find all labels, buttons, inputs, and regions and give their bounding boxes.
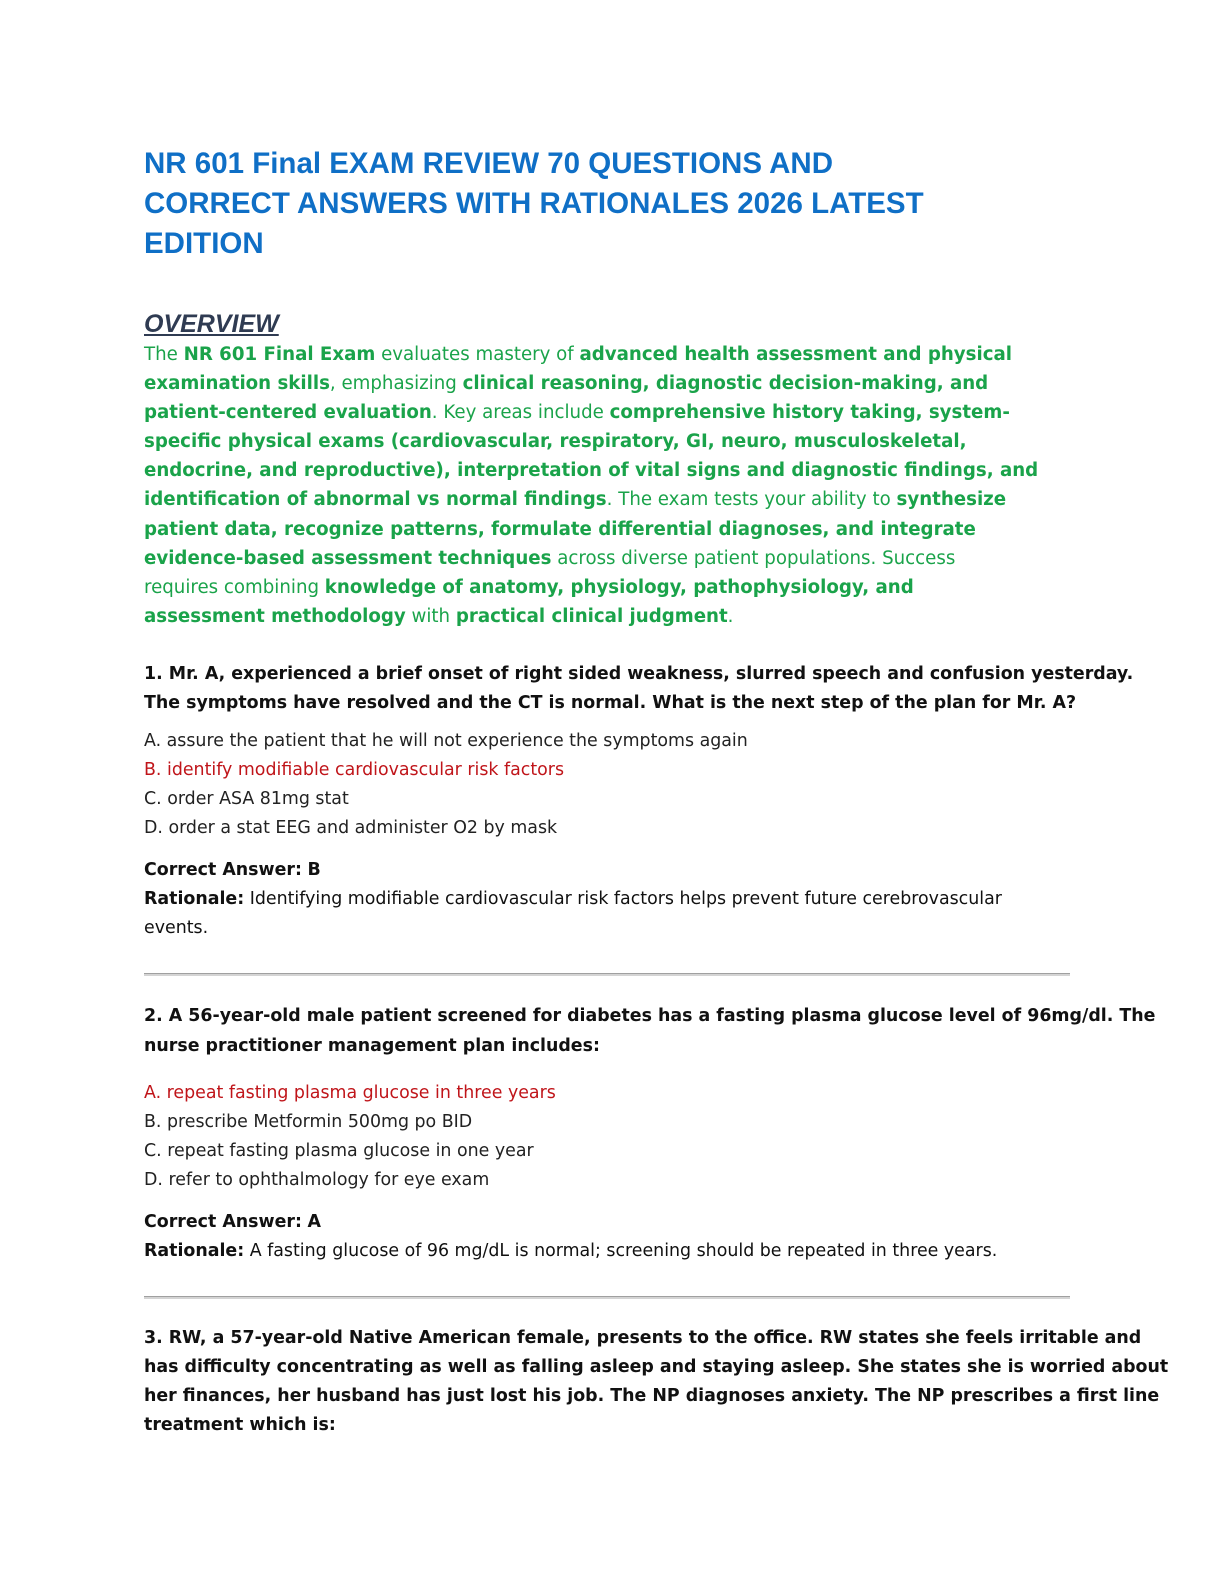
overview-emphasis: specific physical exams (cardiovascular, respiratory, GI, neuro, musculoskeletal, [144, 431, 967, 453]
overview-line [144, 340, 1074, 369]
overview-line [144, 485, 1074, 514]
overview-paragraph [144, 340, 1074, 631]
overview-emphasis: endocrine, and reproductive), interpretation of vital signs and diagnostic findings, and [144, 460, 1039, 482]
overview-text-run: The [144, 344, 184, 365]
rationale [144, 885, 1074, 943]
overview-line [144, 573, 1074, 602]
correct-answer-label: Correct Answer: [144, 860, 302, 881]
overview-text-run: requires combining [144, 576, 325, 598]
overview-emphasis: assessment methodology [144, 605, 406, 627]
overview-text-run: , emphasizing [329, 373, 463, 395]
overview-text-run: . The exam tests your ability to [606, 489, 897, 511]
correct-answer-value: B [307, 860, 321, 881]
rationale-label: Rationale: [144, 1240, 245, 1261]
overview-emphasis: advanced health assessment and physical [579, 344, 1012, 365]
overview-text-run: with [405, 605, 456, 627]
overview-emphasis: NR 601 Final Exam [183, 344, 376, 365]
question-stem-line: The symptoms have resolved and the CT is normal. What is the next step of the plan for Mr. A? [144, 693, 1077, 714]
rationale-text: events. [144, 918, 209, 939]
overview-emphasis: comprehensive history taking, system- [609, 402, 1010, 424]
overview-emphasis: clinical reasoning, diagnostic decision-making, and [462, 373, 989, 395]
question-stem-line: 2. A 56-year-old male patient screened for diabetes has a fasting plasma glucose level of 96mg/dl. The [144, 1006, 1156, 1027]
option-d: D. order a stat EEG and administer O2 by mask [144, 818, 558, 839]
option-a-correct: A. repeat fasting plasma glucose in three years [144, 1082, 556, 1103]
overview-emphasis: practical clinical judgment [455, 605, 728, 627]
overview-text-run: . [727, 605, 734, 627]
overview-emphasis: synthesize [896, 489, 1007, 511]
document-title [144, 144, 1074, 264]
overview-line [144, 602, 1074, 631]
option-b-correct: B. identify modifiable cardiovascular risk factors [144, 760, 565, 781]
rationale-text: A fasting glucose of 96 mg/dL is normal; screening should be repeated in three years. [249, 1240, 998, 1261]
overview-text-run: . Key areas include [431, 402, 610, 424]
question-3 [144, 1324, 1169, 1441]
overview-emphasis: identification of abnormal vs normal findings [144, 489, 607, 511]
page-content [144, 144, 1169, 1441]
correct-answer [144, 1208, 1074, 1237]
option-a: A. assure the patient that he will not experience the symptoms again [144, 731, 748, 752]
option-c: C. order ASA 81mg stat [144, 789, 349, 810]
overview-line [144, 456, 1074, 485]
section-divider [144, 1296, 1070, 1299]
overview-heading: OVERVIEW [144, 310, 279, 338]
overview-line [144, 515, 1074, 544]
overview-emphasis: patient data, recognize patterns, formulate differential diagnoses, and integrate [144, 518, 976, 540]
correct-answer-value: A [307, 1211, 321, 1232]
answer-options [144, 1079, 1074, 1195]
option-b: B. prescribe Metformin 500mg po BID [144, 1111, 473, 1132]
section-divider [144, 973, 1070, 976]
correct-answer [144, 856, 1074, 885]
answer-options [144, 727, 1074, 843]
question-stem-line: nurse practitioner management plan includes: [144, 1035, 600, 1056]
question-stem [144, 660, 1134, 718]
question-stem-line: her finances, her husband has just lost his job. The NP diagnoses anxiety. The NP prescribes a first line [144, 1386, 1160, 1407]
title-line: EDITION [144, 227, 264, 260]
overview-text-run: evaluates mastery of [375, 344, 580, 365]
correct-answer-label: Correct Answer: [144, 1211, 302, 1232]
rationale-text: Identifying modifiable cardiovascular risk factors helps prevent future cerebrovascular [249, 889, 1002, 910]
overview-emphasis: knowledge of anatomy, physiology, pathophysiology, and [324, 576, 914, 598]
question-1 [144, 660, 1134, 943]
title-line: NR 601 Final EXAM REVIEW 70 QUESTIONS AND [144, 147, 834, 180]
question-2 [144, 1002, 1156, 1265]
question-stem-line: 3. RW, a 57-year-old Native American female, presents to the office. RW states she feels irritable and [144, 1327, 1142, 1348]
option-d: D. refer to ophthalmology for eye exam [144, 1169, 490, 1190]
question-stem-line: treatment which is: [144, 1415, 336, 1436]
overview-emphasis: examination skills [144, 373, 330, 395]
overview-emphasis: patient-centered evaluation [144, 402, 432, 424]
question-stem-line: 1. Mr. A, experienced a brief onset of right sided weakness, slurred speech and confusion yesterday. [144, 663, 1134, 684]
rationale-label: Rationale: [144, 889, 245, 910]
overview-emphasis: evidence-based assessment techniques [144, 547, 552, 569]
overview-line [144, 398, 1074, 427]
rationale [144, 1237, 1074, 1266]
question-stem [144, 1324, 1169, 1441]
option-c: C. repeat fasting plasma glucose in one year [144, 1140, 534, 1161]
overview-line [144, 369, 1074, 398]
overview-line [144, 427, 1074, 456]
overview-line [144, 544, 1074, 573]
question-stem-line: has difficulty concentrating as well as falling asleep and staying asleep. She states she is worried about [144, 1356, 1169, 1377]
overview-text-run: across diverse patient populations. Success [551, 547, 956, 569]
question-stem [144, 1002, 1156, 1060]
title-line: CORRECT ANSWERS WITH RATIONALES 2026 LATEST [144, 187, 924, 220]
